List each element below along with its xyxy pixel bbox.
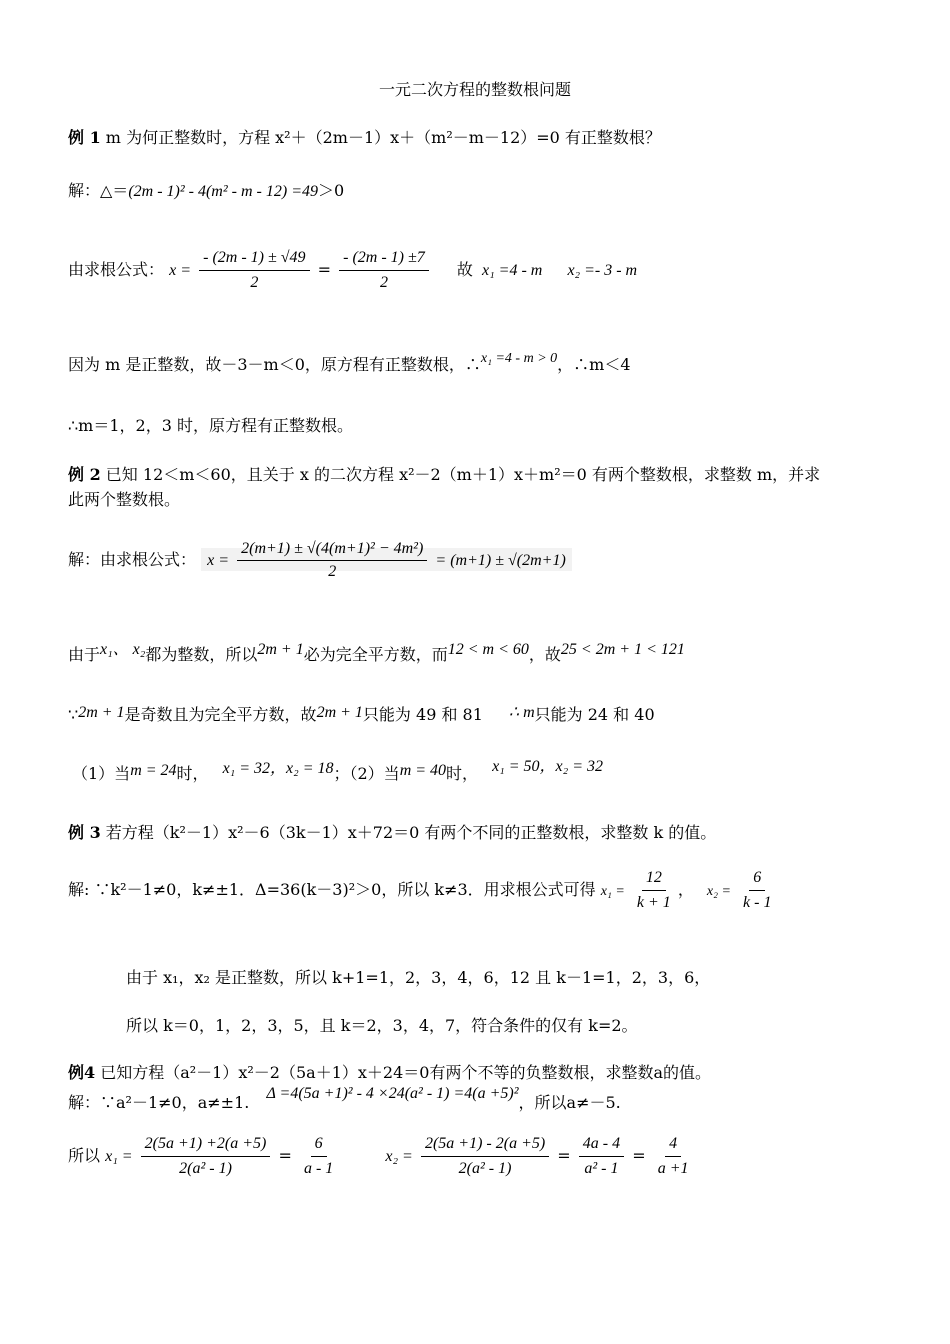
fraction [633, 868, 675, 913]
formula-image [201, 540, 572, 580]
m-value: m = 40 [399, 762, 447, 779]
example-3-question [68, 820, 716, 843]
fraction [739, 868, 775, 913]
discriminant-label: 解：△＝ [68, 181, 129, 200]
discriminant-formula: (2m - 1)² - 4(m² - m - 12) =49 [128, 183, 318, 200]
text-segment: 时， [176, 764, 209, 783]
equals-sign: = [557, 1146, 571, 1165]
expression: 2m + 1 [316, 704, 363, 721]
fraction [339, 248, 429, 293]
text-segment: ，故 [528, 645, 561, 664]
example-2-question-line-1 [68, 462, 820, 485]
example-3-label: 例 3 [68, 823, 101, 842]
fraction-denominator: a +1 [657, 1160, 689, 1177]
example-3-conditions: 由于 x₁，x₂ 是正整数，所以 k+1=1，2，3，4，6，12 且 k－1=1，2，3，6， [126, 968, 711, 987]
example-1-root-formula [68, 248, 637, 293]
root-formula-label: 解：由求根公式： [68, 550, 197, 569]
root-x2: x₂ =- 3 - m [567, 262, 638, 279]
inequality: 25 < 2m + 1 < 121 [560, 641, 685, 658]
therefore-m: ∴ m [508, 704, 535, 721]
page-title: 一元二次方程的整数根问题 [378, 80, 571, 99]
solution-text: 解: ∵k²－1≠0，k≠±1．Δ=36(k－3)²＞0，所以 k≠3．用求根公式可得 [68, 880, 596, 899]
fraction [199, 248, 309, 293]
fraction-denominator: a² - 1 [584, 1160, 619, 1177]
root-values: x₁ = 32，x₂ = 18 [222, 760, 334, 777]
example-1-answer: ∴m＝1，2，3 时，原方程有正整数根。 [68, 416, 353, 435]
text-segment: （1）当 [72, 764, 131, 783]
example-1-label: 例 1 [68, 128, 101, 147]
equals-sign: = [317, 260, 332, 279]
fraction [237, 540, 427, 581]
example-2-analysis [68, 642, 685, 665]
fraction-denominator: 2(a² - 1) [458, 1160, 512, 1177]
example-4-roots [68, 1134, 696, 1179]
root-formula-label: 由求根公式： [68, 260, 165, 279]
fraction [654, 1134, 693, 1179]
text-segment: 时， [446, 764, 479, 783]
equals-sign: = [278, 1146, 292, 1165]
fraction-numerator: 6 [311, 1134, 327, 1157]
example-3-answer: 所以 k＝0，1，2，3，5，且 k＝2，3，4，7，符合条件的仅有 k=2。 [126, 1016, 638, 1035]
because-symbol: ∵ [68, 705, 79, 724]
fraction-numerator: 2(5a +1) +2(a +5) [141, 1134, 271, 1157]
x-symbol: x = [169, 262, 192, 279]
reasoning-conclusion: ，∴m＜4 [557, 355, 631, 374]
inequality: 12 < m < 60 [447, 641, 529, 658]
fraction-numerator: - (2m - 1) ±7 [339, 248, 429, 271]
example-2-question-line-2: 此两个整数根。 [68, 490, 181, 509]
example-1-discriminant [68, 178, 344, 201]
fraction [579, 1134, 624, 1179]
example-4-text: 已知方程（a²－1）x²－2（5a＋1）x＋24＝0有两个不等的负整数根，求整数a的值。 [95, 1063, 711, 1082]
therefore-word: 故 [456, 260, 473, 279]
example-2-odd-square [68, 702, 655, 725]
fraction-denominator: 2 [328, 563, 337, 580]
root-condition: x₁ =4 - m > 0 [480, 351, 558, 366]
text-segment: ；（2）当 [333, 764, 400, 783]
fraction-numerator: 4a - 4 [579, 1134, 624, 1157]
text-segment: 是奇数且为完全平方数，故 [124, 705, 317, 724]
solution-conclusion: ，所以a≠－5. [518, 1093, 621, 1112]
example-2-root-formula [68, 540, 572, 581]
example-2-label: 例 2 [68, 465, 101, 484]
expression: 2m + 1 [78, 704, 125, 721]
example-4-label: 例4 [68, 1063, 96, 1082]
m-value: m = 24 [130, 762, 177, 779]
discriminant-result: ＞0 [318, 181, 345, 200]
expression: 2m + 1 [257, 641, 304, 658]
solution-text: 解：∵a²－1≠0，a≠±1. [68, 1093, 250, 1112]
reasoning-text: 因为 m 是正整数，故－3－m＜0，原方程有正整数根，∴ [68, 355, 481, 374]
fraction-denominator: 2 [379, 274, 388, 291]
fraction-numerator: 2(m+1) ± √(4(m+1)² − 4m²) [237, 540, 427, 561]
example-3-solution [68, 868, 778, 913]
example-3-text: 若方程（k²－1）x²－6（3k－1）x＋72＝0 有两个不同的正整数根，求整数 k 的值。 [100, 823, 717, 842]
separator: ， [677, 880, 694, 899]
fraction-numerator: 6 [749, 868, 765, 891]
equals-sign: = [632, 1146, 646, 1165]
fraction [421, 1134, 549, 1179]
discriminant-formula: Δ =4(5a +1)² - 4 ×24(a² - 1) =4(a +5)² [266, 1085, 519, 1102]
fraction-denominator: a - 1 [303, 1160, 334, 1177]
example-1-reasoning [68, 352, 631, 375]
example-2-text: 已知 12＜m＜60，且关于 x 的二次方程 x²－2（m＋1）x＋m²＝0 有两个整数根，求整数 m，并求 [100, 465, 821, 484]
x2-symbol: x₂ = [385, 1148, 413, 1165]
example-1-question [68, 125, 661, 148]
text-segment: 必为完全平方数，而 [303, 645, 448, 664]
fraction-denominator: k + 1 [636, 894, 671, 911]
example-4-discriminant [68, 1085, 621, 1113]
fraction-numerator: 12 [642, 868, 666, 891]
fraction-numerator: 4 [665, 1134, 681, 1157]
fraction-denominator: 2(a² - 1) [179, 1160, 232, 1177]
fraction-denominator: 2 [250, 274, 259, 291]
fraction-denominator: k - 1 [743, 894, 772, 911]
example-4-question [68, 1060, 711, 1083]
x1-symbol: x₁ = [600, 884, 625, 899]
so-word: 所以 [68, 1146, 101, 1165]
example-2-solutions [72, 758, 603, 784]
fraction-numerator: 2(5a +1) - 2(a +5) [421, 1134, 549, 1157]
text-segment: 由于 [68, 645, 101, 664]
example-1-text: m 为何正整数时，方程 x²＋（2m－1）x＋（m²－m－12）=0 有正整数根？ [100, 128, 661, 147]
fraction-numerator: - (2m - 1) ± √49 [199, 248, 309, 271]
root-x1: x₁ =4 - m [482, 262, 543, 279]
fraction [141, 1134, 271, 1179]
x2-symbol: x₂ = [706, 884, 731, 899]
x1-symbol: x₁ = [105, 1148, 133, 1165]
root-values: x₁ = 50，x₂ = 32 [492, 758, 603, 775]
text-segment: 只能为 49 和 81 [362, 705, 483, 724]
roots-symbol: x₁、 x₂ [100, 641, 146, 658]
simplified-formula: = (m+1) ± √(2m+1) [435, 552, 566, 569]
text-segment: 只能为 24 和 40 [534, 705, 655, 724]
fraction [300, 1134, 337, 1179]
text-segment: 都为整数，所以 [145, 645, 258, 664]
x-symbol: x = [207, 552, 230, 569]
